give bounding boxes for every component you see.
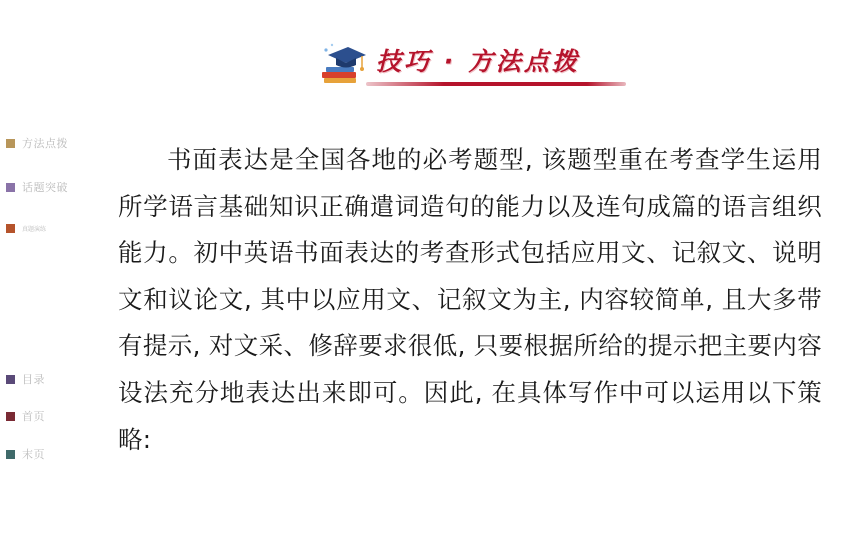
nav-item-last-page[interactable] <box>6 446 45 462</box>
nav-item-label: 方法点拨 <box>22 137 68 150</box>
sidebar-nav <box>0 0 100 537</box>
square-bullet-icon <box>6 139 15 148</box>
nav-item-label: 末页 <box>22 448 45 461</box>
main-content <box>118 137 822 463</box>
nav-item-first-page[interactable] <box>6 408 45 424</box>
nav-item-topic-breakthrough[interactable] <box>6 179 68 195</box>
section-header <box>316 38 626 94</box>
square-bullet-icon <box>6 183 15 192</box>
square-bullet-icon <box>6 375 15 384</box>
nav-item-exam-practice[interactable] <box>6 220 46 236</box>
nav-item-contents[interactable] <box>6 371 45 387</box>
body-paragraph: 书面表达是全国各地的必考题型, 该题型重在考查学生运用所学语言基础知识正确遣词造句的能力以及连句成篇的语言组织能力。初中英语书面表达的考查形式包括应用文、记叙文、说明文和议论文, 其中以应用文、记叙文为主, 内容较简单, 且大多带有提示, 对文采、修辞要求很低, 只要根据所给的提示把主要内容设法充分地表达出来即可。因此, 在具体写作中可以运用以下策略: <box>118 145 822 454</box>
nav-item-label: 首页 <box>22 410 45 423</box>
nav-item-label: 话题突破 <box>22 181 68 194</box>
square-bullet-icon <box>6 450 15 459</box>
graduation-cap-icon <box>318 42 370 86</box>
title-underline <box>366 82 626 86</box>
page-title: 技巧 · 方法点拨 <box>376 47 580 76</box>
nav-item-label: 目录 <box>22 373 45 386</box>
nav-item-method-tips[interactable] <box>6 135 68 151</box>
nav-item-label: 真题演练 <box>22 225 47 233</box>
square-bullet-icon <box>6 224 15 233</box>
square-bullet-icon <box>6 412 15 421</box>
